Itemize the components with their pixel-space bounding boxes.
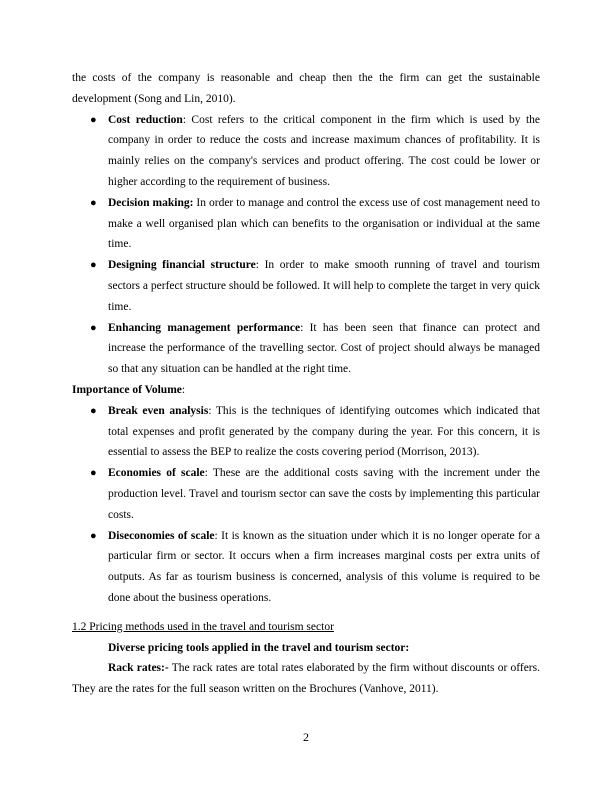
item-term: Cost reduction	[108, 113, 183, 126]
item-text: In order to manage and control the excess use of cost management need to make a well organised plan which can benefits to the organisation or individual at the same time.	[108, 196, 540, 251]
list-item: ● Designing financial structure: In order to make smooth running of travel and tourism sectors a perfect structure should be followed. It will help to complete the target in very quick time.	[72, 255, 540, 317]
item-text: In order to make smooth running of travel and tourism sectors a perfect structure should be followed. It will help to complete the target in very quick time.	[108, 259, 541, 313]
section-title: 1.2 Pricing methods used in the travel and tourism sector	[72, 620, 334, 633]
bullet-icon: ●	[90, 321, 97, 334]
volume-list	[72, 401, 540, 609]
bullet-icon: ●	[90, 196, 97, 209]
item-term: Break even analysis	[108, 404, 209, 417]
list-item: ● Break even analysis: This is the techniques of identifying outcomes which indicated that total expenses and profit generated by the company during the year. For this concern, it is essential to assess the BEP to realize the costs covering period (Morrison, 2013).	[72, 401, 540, 463]
cost-factors-list	[72, 110, 540, 380]
bullet-icon: ●	[90, 529, 97, 542]
list-item: ● Economies of scale: These are the additional costs saving with the increment under the production level. Travel and tourism sector can save the costs by implementing this particular costs.	[72, 463, 540, 525]
list-item: ● Diseconomies of scale: It is known as the situation under which it is no longer operate for a particular firm or sector. It occurs when a firm increases marginal costs per extra units of outputs. As far as tourism business is concerned, analysis of this volume is required to be done about the business operations.	[72, 526, 540, 609]
document-body	[72, 68, 540, 700]
bullet-icon: ●	[90, 113, 97, 126]
list-item	[72, 193, 540, 255]
item-text: It is known as the situation under which it is no longer operate for a particular firm or sector. It occurs when a firm increases marginal costs per extra units of outputs. As far as tourism business is concerned, analysis of this volume is required to be done about the business operations.	[108, 529, 540, 604]
rack-term: Rack rates:-	[108, 662, 169, 675]
item-term: Economies of scale	[108, 467, 205, 480]
item-text: These are the additional costs saving with the increment under the production level. Travel and tourism sector can save the costs by implementing this particular costs.	[108, 467, 541, 521]
bullet-icon: ●	[90, 467, 97, 480]
item-text: This is the techniques of identifying outcomes which indicated that total expenses and profit generated by the company during the year. For this concern, it is essential to assess the BEP to realize the costs covering period (Morrison, 2013).	[108, 404, 540, 459]
rack-rates-paragraph	[72, 658, 540, 700]
page-number: 2	[303, 730, 309, 744]
item-term: Designing financial structure	[108, 259, 256, 272]
bullet-icon: ●	[90, 404, 97, 417]
bullet-icon: ●	[90, 259, 97, 272]
rack-text: The rack rates are total rates elaborated by the firm without discounts or offers. They are the rates for the full season written on the Brochures (Vanhove, 2011).	[72, 662, 540, 696]
item-text: It has been seen that finance can protect and increase the performance of the travelling sector. Cost of project should always be managed so that any situation can be handled at the right time.	[108, 321, 541, 376]
list-item: ● Enhancing management performance: It has been seen that finance can protect and increase the performance of the travelling sector. Cost of project should always be managed so that any situation can be handled at the right time.	[72, 318, 540, 380]
pricing-heading: Diverse pricing tools applied in the travel and tourism sector:	[108, 641, 410, 654]
item-term: Diseconomies of scale	[108, 529, 215, 542]
item-term: Enhancing management performance	[108, 321, 301, 334]
list-item: ● Cost reduction: Cost refers to the critical component in the firm which is used by the company in order to reduce the costs and increase maximum chances of profitability. It is mainly relies on the company's services and product offering. The cost could be lower or higher according to the requirement of business.	[72, 110, 540, 193]
item-text: Cost refers to the critical component in the firm which is used by the company in order to reduce the costs and increase maximum chances of profitability. It is mainly relies on the company's services and product offering. The cost could be lower or higher according to the requirement of business.	[108, 113, 540, 188]
intro-paragraph: the costs of the company is reasonable and cheap then the the firm can get the sustainable development (Song and Lin, 2010).	[72, 72, 540, 105]
item-term: Decision making:	[108, 196, 194, 209]
volume-heading: Importance of Volume:	[72, 383, 186, 396]
